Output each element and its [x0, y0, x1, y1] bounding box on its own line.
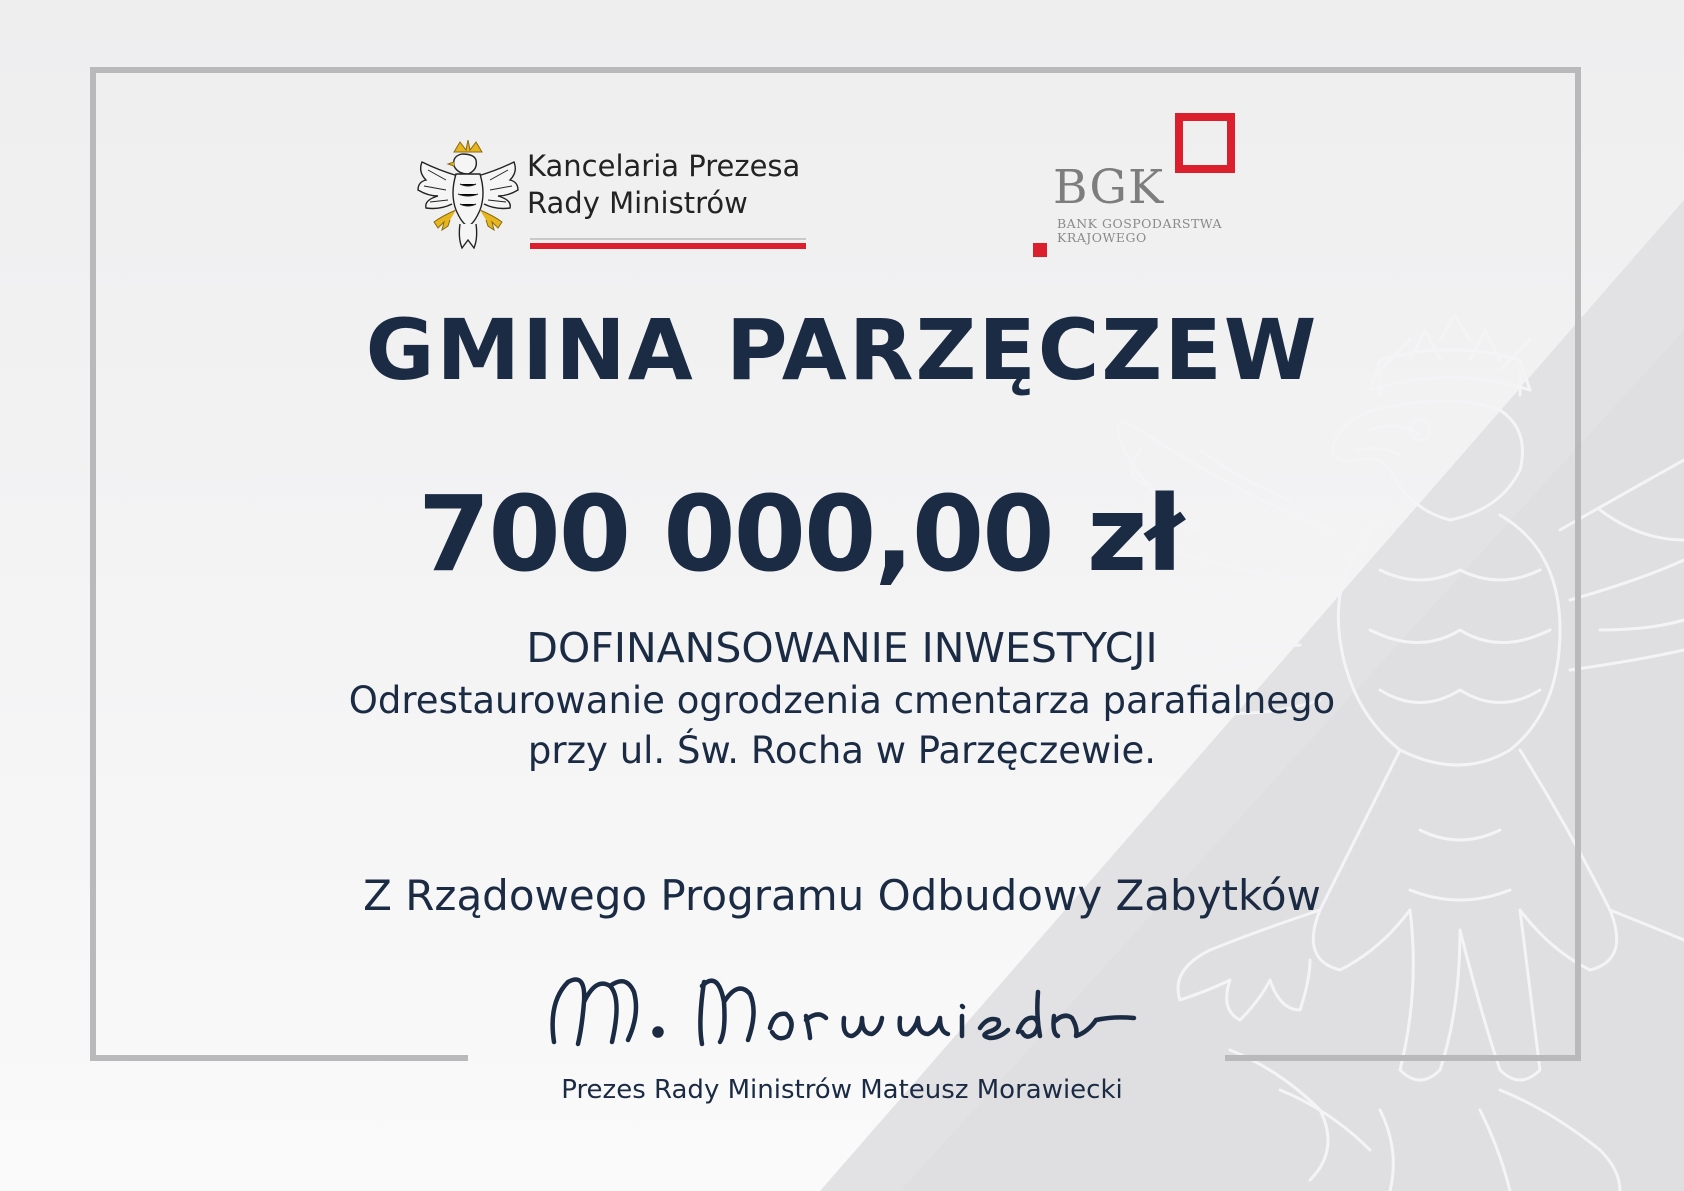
bgk-fullname — [1057, 217, 1222, 245]
investment-description-line1: Odrestaurowanie ogrodzenia cmentarza parafialnego — [348, 679, 1336, 722]
kprm-red-rule — [530, 243, 806, 249]
investment-description-line2: przy ul. Św. Rocha w Parzęczewie. — [527, 729, 1157, 772]
polish-eagle-emblem-icon — [416, 140, 520, 250]
beneficiary-title: GMINA PARZĘCZEW — [365, 301, 1319, 399]
frame-top-border — [90, 67, 1581, 73]
investment-description — [0, 676, 1684, 776]
frame-bottom-right-border — [1225, 1055, 1581, 1061]
program-name: Z Rządowego Programu Odbudowy Zabytków — [363, 871, 1321, 920]
kprm-name-line1: Kancelaria Prezesa — [527, 149, 801, 183]
kprm-name — [527, 148, 800, 222]
kprm-name-line2: Rady Ministrów — [527, 186, 748, 220]
frame-bottom-left-border — [90, 1055, 468, 1061]
bgk-fullname-line2: KRAJOWEGO — [1057, 230, 1147, 245]
grant-subheading: DOFINANSOWANIE INWESTYCJI — [526, 624, 1158, 672]
handwritten-signature — [548, 972, 1138, 1052]
bgk-fullname-line1: BANK GOSPODARSTWA — [1057, 216, 1223, 231]
kprm-grey-rule — [530, 238, 806, 240]
bgk-letters: BGK — [1053, 160, 1165, 215]
grant-amount: 700 000,00 zł — [418, 473, 1182, 595]
signer-name: Prezes Rady Ministrów Mateusz Morawiecki — [561, 1075, 1123, 1105]
